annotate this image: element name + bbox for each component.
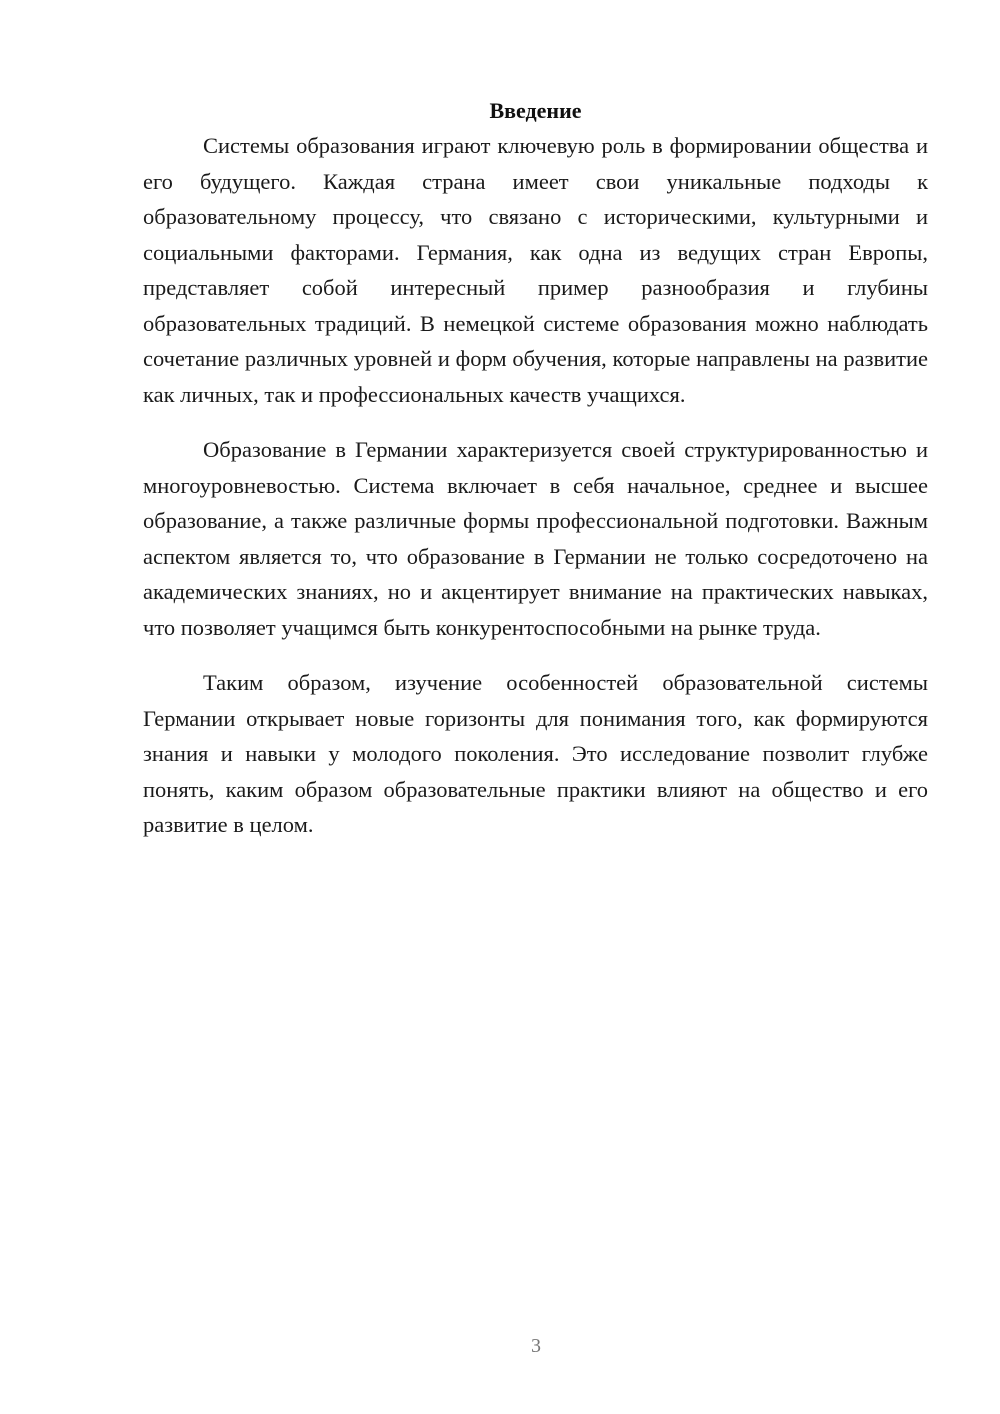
paragraph-2: Образование в Германии характеризуется своей структурированностью и многоуровневостью. Система включает в себя начальное, среднее и высшее образование, а также различные формы профессиональной подготовки. Важным аспектом является то, что образование в Германии не только сосредоточено на академических знаниях, но и акцентирует внимание на практических навыках, что позволяет учащимся быть конкурентоспособными на рынке труда.: [143, 437, 928, 640]
page-content: [143, 94, 928, 843]
section-heading: Введение: [489, 98, 582, 123]
paragraph-3: Таким образом, изучение особенностей образовательной системы Германии открывает новые горизонты для понимания того, как формируются знания и навыки у молодого поколения. Это исследование позволит глубже понять, каким образом образовательные практики влияют на общество и его развитие в целом.: [143, 670, 928, 837]
paragraph-1: Системы образования играют ключевую роль в формировании общества и его будущего. Каждая страна имеет свои уникальные подходы к образовательному процессу, что связано с историческими, культурными и социальными факторами. Германия, как одна из ведущих стран Европы, представляет собой интересный пример разнообразия и глубины образовательных традиций. В немецкой системе образования можно наблюдать сочетание различных уровней и форм обучения, которые направлены на развитие как личных, так и профессиональных качеств учащихся.: [143, 133, 928, 407]
page-number: 3: [531, 1335, 541, 1357]
